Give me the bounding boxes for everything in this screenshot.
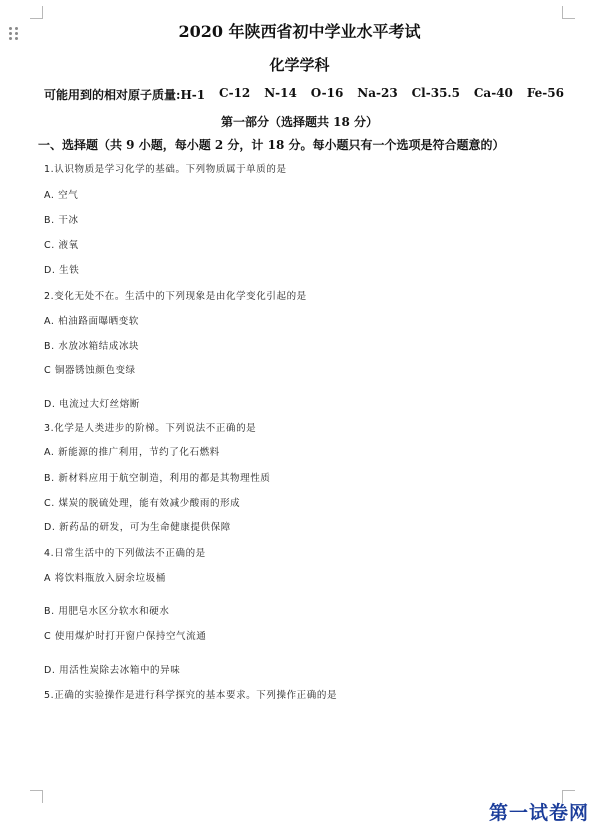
question-option: A. 新能源的推广利用，节约了化石燃料 (44, 447, 220, 458)
section-heading: 一、选择题（共 9 小题，每小题 2 分，计 18 分。每小题只有一个选项是符合题意的） (38, 138, 505, 152)
question-option: B. 水放冰箱结成冰块 (44, 341, 140, 352)
question-stem: 4.日常生活中的下列做法不正确的是 (44, 548, 206, 559)
exam-title: 2020 年陕西省初中学业水平考试 (178, 22, 421, 41)
atomic-masses-line (44, 86, 564, 103)
question-option: C 铜器锈蚀颜色变绿 (44, 365, 136, 376)
site-watermark: 第一试卷网 (488, 802, 589, 824)
question-option: C 使用煤炉时打开窗户保持空气流通 (44, 631, 207, 642)
question-option: B. 干冰 (44, 215, 79, 226)
crop-mark-bottom-left (30, 790, 43, 803)
atomic-mass-item: Ca-40 (473, 86, 513, 100)
question-option: D. 电流过大灯丝熔断 (44, 399, 140, 410)
part-heading: 第一部分（选择题共 18 分） (220, 115, 379, 129)
question-option: A 将饮料瓶放入厨余垃圾桶 (44, 573, 166, 584)
question-stem: 5.正确的实验操作是进行科学探究的基本要求。下列操作正确的是 (44, 690, 338, 701)
question-option: C. 煤炭的脱硫处理，能有效减少酸雨的形成 (44, 498, 241, 509)
question-option: C. 液氧 (44, 240, 79, 251)
question-stem: 2.变化无处不在。生活中的下列现象是由化学变化引起的是 (44, 291, 307, 302)
atomic-masses-h (44, 86, 205, 103)
atomic-mass-item: Na-23 (357, 86, 398, 100)
crop-mark-top-right (562, 6, 575, 19)
atomic-mass-item: Cl-35.5 (411, 86, 460, 100)
atomic-mass-item: C-12 (219, 86, 251, 100)
question-option: A. 空气 (44, 190, 79, 201)
atomic-mass-item: N-14 (264, 86, 297, 100)
question-stem: 3.化学是人类进步的阶梯。下列说法不正确的是 (44, 423, 257, 434)
atomic-mass-item: O-16 (310, 86, 344, 100)
atomic-masses-label: 可能用到的相对原子质量: (44, 88, 181, 102)
question-option: D. 新药品的研发，可为生命健康提供保障 (44, 522, 231, 533)
question-option: D. 用活性炭除去冰箱中的异味 (44, 665, 181, 676)
atomic-mass-item: H-1 (180, 88, 206, 102)
question-option: A. 柏油路面曝晒变软 (44, 316, 139, 327)
atomic-mass-item: Fe-56 (526, 86, 564, 100)
question-stem: 1.认识物质是学习化学的基础。下列物质属于单质的是 (44, 164, 287, 175)
question-option: B. 新材料应用于航空制造，利用的都是其物理性质 (44, 473, 271, 484)
question-option: B. 用肥皂水区分软水和硬水 (44, 606, 170, 617)
crop-mark-top-left (30, 6, 43, 19)
exam-subject: 化学学科 (269, 56, 330, 74)
question-option: D. 生铁 (44, 265, 80, 276)
